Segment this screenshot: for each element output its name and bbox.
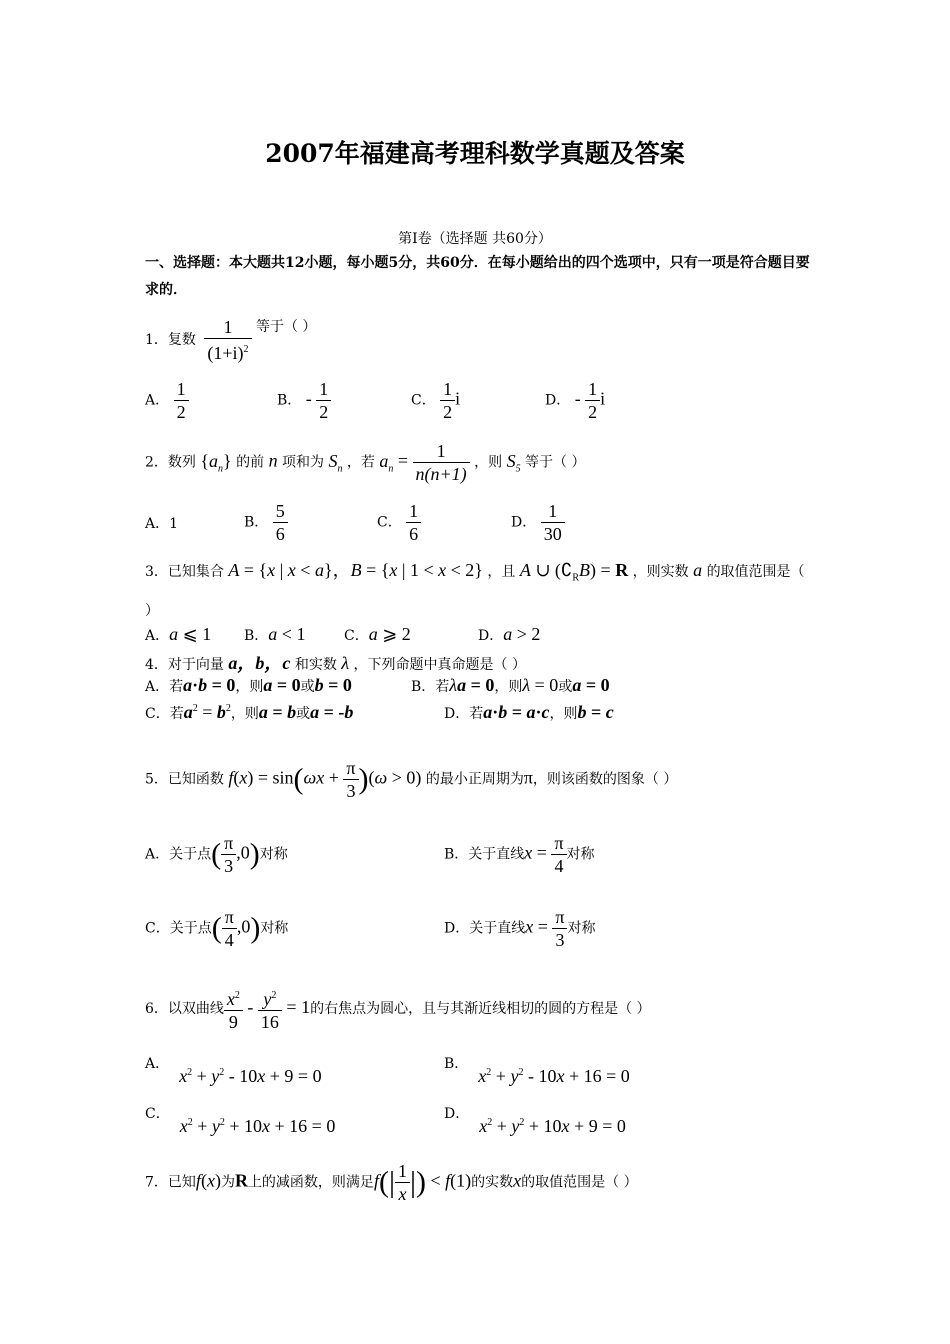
q2-b-den: 6 xyxy=(275,524,285,544)
q5-rparen: ) xyxy=(358,762,369,796)
q3-c-expr: a ⩾ 2 xyxy=(368,624,411,644)
q3-a-label: A． xyxy=(145,628,170,644)
q5-stem: 5．已知函数 xyxy=(145,771,224,788)
q1-option-a xyxy=(145,378,189,423)
q1-d-frac xyxy=(585,378,600,423)
q6-frac-y xyxy=(258,985,282,1033)
q5-func: f(x) = sin xyxy=(228,767,294,788)
q4-option-b xyxy=(411,675,610,696)
q2-frac xyxy=(413,440,470,485)
page-title: 2007年福建高考理科数学真题及答案 xyxy=(265,139,685,168)
q7-ineq-f: f xyxy=(373,1170,379,1191)
q3-t3: 的取值范围是（ xyxy=(706,564,805,580)
q3-c-label: C． xyxy=(344,628,369,644)
q5-omega: ωx + xyxy=(303,767,344,788)
q2-Sn: $S_n$ xyxy=(328,450,343,475)
q1-b-label: B． xyxy=(277,392,302,409)
q7-t4: 的取值范围是（ ） xyxy=(521,1174,638,1191)
q4-c2: ，则 xyxy=(230,706,259,722)
q4-b-expr3: a = 0 xyxy=(572,675,610,695)
q4-b-expr1: λa = 0 xyxy=(449,675,495,695)
q2-d-frac xyxy=(541,500,565,545)
q1-tail: 等于（ ） xyxy=(255,319,317,335)
question-2 xyxy=(145,440,585,485)
q5-t2: ，则该函数的图象（ ） xyxy=(532,771,678,788)
q4-c3: 或 xyxy=(296,706,311,722)
q7-lparen: ( xyxy=(378,1165,389,1199)
q2-seq: $\{a_n\}$ xyxy=(200,450,232,475)
q7-lbar: | xyxy=(388,1165,395,1199)
q2-t4: ，则 xyxy=(474,454,503,471)
q6-option-a xyxy=(145,1052,322,1086)
q5-b-pi: π xyxy=(551,832,566,855)
q5-lparen: ( xyxy=(293,762,304,796)
q4-d-expr1: a·b = a·c xyxy=(483,702,550,722)
q5-c-frac xyxy=(222,906,237,951)
q5-a-frac xyxy=(221,832,236,877)
q5-b-label: B．关于直线 xyxy=(444,846,525,863)
q4-a3: 或 xyxy=(300,679,315,695)
q1-d-i: i xyxy=(600,388,606,409)
q3-d-label: D． xyxy=(478,628,504,644)
q1-stem: 1．复数 xyxy=(145,332,196,348)
q7-t1: 为 xyxy=(220,1174,235,1191)
q1-b-den: 2 xyxy=(319,402,329,422)
q2-b-num: 5 xyxy=(273,500,288,523)
q2-eq: = xyxy=(393,450,413,471)
q3-t2: ，则实数 xyxy=(632,564,689,580)
question-4 xyxy=(145,649,526,675)
q6-nine: 9 xyxy=(228,1012,238,1032)
q4-d2: ，则 xyxy=(549,706,578,722)
q5-pi: π xyxy=(343,757,358,780)
q1-a-den: 2 xyxy=(176,402,186,422)
q5-b-den: 4 xyxy=(554,856,564,876)
q7-x: x xyxy=(513,1170,522,1191)
q6-a-label: A． xyxy=(145,1056,170,1072)
q4-b-label: B．若 xyxy=(411,679,450,695)
q6-b-label: B． xyxy=(444,1056,469,1072)
q5-frac xyxy=(343,757,358,802)
q7-ineq-rhs: < f(1) xyxy=(425,1170,472,1191)
q2-d-den: 30 xyxy=(543,524,562,544)
q7-t2: 上的减函数，则满足 xyxy=(247,1174,374,1191)
q3-option-b xyxy=(244,624,305,645)
q2-c-frac xyxy=(406,500,421,545)
q5-a-den: 3 xyxy=(224,856,234,876)
q4-d-label: D．若 xyxy=(444,706,484,722)
q2-t5: 等于（ ） xyxy=(525,454,586,471)
q7-stem: 7．已知 xyxy=(145,1174,196,1191)
question-3 xyxy=(145,556,805,584)
q1-d-den: 2 xyxy=(588,402,598,422)
q2-S5: $S_5$ xyxy=(506,450,521,475)
q6-c-expr: $x^2 + y^2 + 10x + 16 = 0$ xyxy=(179,1116,336,1136)
q3-option-c xyxy=(344,624,411,645)
q7-t3: 的实数 xyxy=(471,1174,514,1191)
q1-a-num: 1 xyxy=(174,378,189,401)
q1-a-label: A． xyxy=(145,392,170,409)
q5-d-frac xyxy=(552,906,567,951)
q1-d-label: D． xyxy=(545,392,571,409)
q1-option-c xyxy=(411,378,460,423)
q4-b2: ，则 xyxy=(494,679,523,695)
q6-d-label: D． xyxy=(444,1106,470,1122)
q1-numerator: 1 xyxy=(204,316,251,339)
q1-d-minus: - xyxy=(574,388,581,409)
question-7 xyxy=(145,1160,638,1205)
q4-a-expr3: b = 0 xyxy=(314,675,352,695)
q2-b-label: B． xyxy=(244,514,269,531)
q5-c-pi: π xyxy=(222,906,237,929)
q1-c-num: 1 xyxy=(440,378,455,401)
q5-option-b xyxy=(444,832,595,877)
q5-a2: 对称 xyxy=(259,846,288,863)
q5-d-label: D．关于直线 xyxy=(444,920,526,937)
question-5 xyxy=(145,757,677,802)
q1-c-label: C． xyxy=(411,392,436,409)
volume-heading: 第Ⅰ卷（选择题 共60分） xyxy=(398,231,552,247)
q3-a: a xyxy=(693,560,703,580)
q6-minus: - xyxy=(242,997,258,1017)
q4-t2: ，下列命题中真命题是（ ） xyxy=(353,657,526,673)
q5-a-rparen: ) xyxy=(249,837,260,871)
q4-c-expr1: $a^2 = b^2$ xyxy=(183,702,231,722)
q5-b2: 对称 xyxy=(566,846,595,863)
q5-c-den: 4 xyxy=(224,930,234,950)
q5-option-c xyxy=(145,906,288,951)
q5-three: 3 xyxy=(346,781,356,801)
q7-frac-den: x xyxy=(398,1184,407,1204)
q5-c-rparen: ) xyxy=(250,911,261,945)
q1-b-minus: - xyxy=(305,388,312,409)
q4-stem: 4．对于向量 xyxy=(145,657,224,673)
q2-option-a: A．1 xyxy=(145,516,179,532)
q2-b-frac xyxy=(273,500,288,545)
q3-wrap: ） xyxy=(145,603,159,619)
q4-c-label: C．若 xyxy=(145,706,184,722)
q6-eq1: = 1 xyxy=(281,997,311,1017)
q5-period: π xyxy=(523,767,533,788)
q4-option-a xyxy=(145,675,352,696)
q2-option-c xyxy=(377,500,421,545)
q7-rbar: | xyxy=(409,1165,416,1199)
q5-a-pi: π xyxy=(221,832,236,855)
q6-stem: 6．以双曲线 xyxy=(145,1001,224,1017)
q3-stem: 3．已知集合 xyxy=(145,564,224,580)
q6-x2: $x^2$ xyxy=(224,985,243,1011)
q5-option-a xyxy=(145,832,288,877)
q2-t1: 的前 xyxy=(236,454,265,471)
q2-d-label: D． xyxy=(511,514,537,531)
q3-t1: ，且 xyxy=(487,564,516,580)
q5-c-lparen: ( xyxy=(211,911,222,945)
q6-y2: $y^2$ xyxy=(258,985,282,1011)
q6-d-expr: $x^2 + y^2 + 10x + 9 = 0$ xyxy=(479,1116,626,1136)
q6-option-b xyxy=(444,1052,630,1086)
q3-option-d xyxy=(478,624,540,645)
q5-b-frac xyxy=(551,832,566,877)
q2-t3: ，若 xyxy=(346,454,375,471)
q1-den-text: (1+i) xyxy=(207,343,244,363)
q6-a-expr: $x^2 + y^2 - 10x + 9 = 0$ xyxy=(179,1066,322,1086)
q5-c-label: C．关于点 xyxy=(145,920,212,937)
q6-option-d xyxy=(444,1102,626,1136)
q7-frac xyxy=(395,1160,410,1205)
q2-t2: 项和为 xyxy=(282,454,325,471)
q6-frac-x xyxy=(224,985,243,1033)
q3-a-expr: a ⩽ 1 xyxy=(169,624,212,644)
q6-t1: 的右焦点为圆心，且与其渐近线相切的圆的方程是（ ） xyxy=(310,1001,651,1017)
q1-d-num: 1 xyxy=(585,378,600,401)
q4-a-label: A．若 xyxy=(145,679,184,695)
q5-c2: 对称 xyxy=(260,920,289,937)
q5-a-label: A．关于点 xyxy=(145,846,212,863)
q5-t1: 的最小正周期为 xyxy=(425,771,524,788)
q6-c-label: C． xyxy=(145,1106,170,1122)
q4-t1: 和实数 xyxy=(294,657,337,673)
q1-a-frac xyxy=(174,378,189,423)
q2-c-num: 1 xyxy=(406,500,421,523)
question-1 xyxy=(145,316,316,364)
q3-b-label: B． xyxy=(244,628,269,644)
q2-an: $a_n$ xyxy=(379,450,394,475)
q5-b-x: x = xyxy=(524,842,552,863)
q5-d-pi: π xyxy=(552,906,567,929)
q1-denominator: $(1+i)^2$ xyxy=(207,343,249,363)
q2-option-b xyxy=(244,500,288,545)
q1-c-frac xyxy=(440,378,455,423)
q3-option-a xyxy=(145,624,211,645)
q1-b-num: 1 xyxy=(316,378,331,401)
q4-b-expr2: λ = 0 xyxy=(522,675,559,695)
q4-a2: ，则 xyxy=(235,679,264,695)
q4-a-expr2: a = 0 xyxy=(263,675,301,695)
q2-option-d xyxy=(511,500,565,545)
q3-union: A ∪ $(∁_RB) = R$ xyxy=(519,560,629,584)
q7-fx: f(x) xyxy=(195,1170,221,1191)
q3-set-A: A = {x | x < a}，B = {x | 1 < x < 2} xyxy=(228,560,483,580)
q1-fraction xyxy=(204,316,251,364)
q2-c-den: 6 xyxy=(409,524,419,544)
q1-c-i: i xyxy=(455,388,461,409)
q1-option-b xyxy=(277,378,331,423)
section-instructions: 一、选择题：本大题共12小题，每小题5分，共60分．在每小题给出的四个选项中，只有一项是符合题目要求的． xyxy=(145,255,810,298)
q7-R: R xyxy=(234,1170,248,1191)
q4-c-expr2: a = b xyxy=(258,702,297,722)
q5-d-den: 3 xyxy=(555,930,565,950)
question-6 xyxy=(145,985,651,1033)
q4-lambda: λ xyxy=(341,653,350,673)
q7-rparen: ) xyxy=(415,1165,426,1199)
q4-option-d xyxy=(444,702,614,723)
q6-b-expr: $x^2 + y^2 - 10x + 16 = 0$ xyxy=(478,1066,630,1086)
q5-c-zero: ,0 xyxy=(236,916,251,937)
q4-d-expr2: b = c xyxy=(577,702,614,722)
q4-a-expr1: a·b = 0 xyxy=(183,675,236,695)
q4-c-expr3: a = -b xyxy=(310,702,354,722)
q6-sixteen: 16 xyxy=(260,1012,279,1032)
q1-b-frac xyxy=(316,378,331,423)
q5-option-d xyxy=(444,906,595,951)
q1-option-d xyxy=(545,378,605,423)
q5-a-lparen: ( xyxy=(211,837,222,871)
q4-option-c xyxy=(145,702,353,723)
q5-d2: 对称 xyxy=(567,920,596,937)
q7-frac-num: 1 xyxy=(395,1160,410,1183)
q1-c-den: 2 xyxy=(443,402,453,422)
q4-vectors: a，b，c xyxy=(228,653,291,673)
q4-b3: 或 xyxy=(558,679,573,695)
q2-n: n xyxy=(268,450,278,471)
q2-c-label: C． xyxy=(377,514,402,531)
q5-cond: (ω > 0) xyxy=(368,767,422,788)
q2-d-num: 1 xyxy=(541,500,565,523)
q5-a-zero: ,0 xyxy=(236,842,250,863)
q3-b-expr: a < 1 xyxy=(268,624,306,644)
q2-frac-den: n(n+1) xyxy=(415,464,467,484)
q6-option-c xyxy=(145,1102,336,1136)
q5-d-x: x = xyxy=(525,916,553,937)
q2-frac-num: 1 xyxy=(413,440,470,463)
q3-d-expr: a > 2 xyxy=(503,624,541,644)
q2-stem: 2．数列 xyxy=(145,454,196,471)
